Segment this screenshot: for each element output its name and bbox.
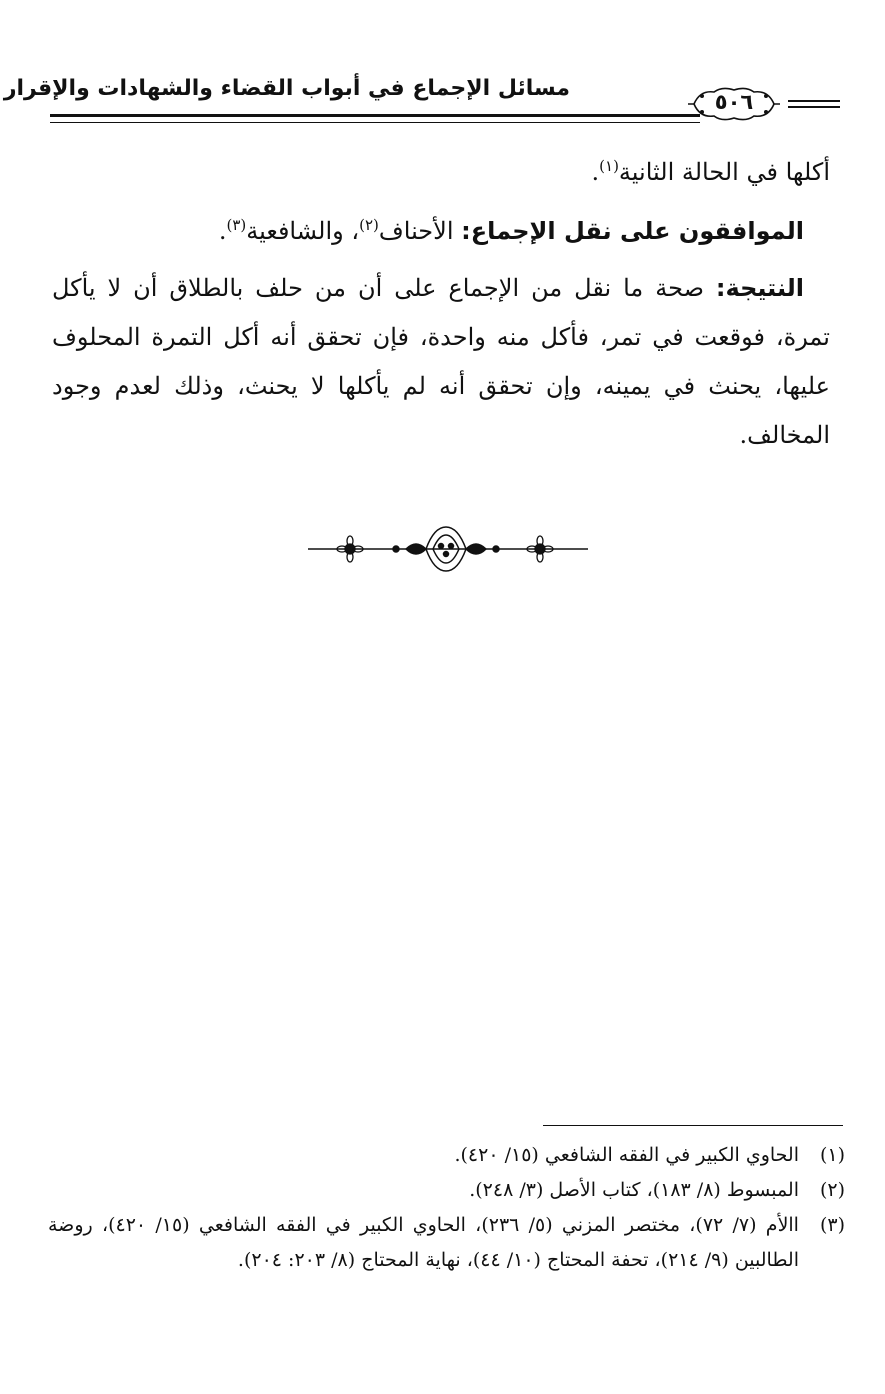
footnote-2 xyxy=(48,1173,845,1208)
header-double-rule-left xyxy=(50,114,700,123)
footnote-text: المبسوط (٨/ ١٨٣)، كتاب الأصل (٣/ ٢٤٨). xyxy=(469,1179,799,1201)
paragraph-agreeing xyxy=(52,207,830,256)
header-title: مسائل الإجماع في أبواب القضاء والشهادات والإقرار xyxy=(3,76,570,101)
footnote-text: االأم (٧/ ٧٢)، مختصر المزني (٥/ ٢٣٦)، الحاوي الكبير في الفقه الشافعي (١٥/ ٤٢٠)، روضة الطالبين (٩/ ٢١٤)، تحفة المحتاج (١٠/ ٤٤)، نهاية المحتاج (٨/ ٢٠٣: ٢٠٤). xyxy=(48,1214,799,1271)
continuation-text: أكلها في الحالة الثانية xyxy=(618,158,830,186)
section-divider-ornament-icon xyxy=(308,524,588,574)
paragraph-continuation xyxy=(52,148,830,197)
paragraph-result xyxy=(52,264,830,460)
footnote-text: الحاوي الكبير في الفقه الشافعي (١٥/ ٤٢٠). xyxy=(454,1144,799,1166)
footnote-1 xyxy=(48,1138,845,1173)
continuation-end: . xyxy=(591,158,600,186)
result-label: النتيجة: xyxy=(715,274,804,302)
footnote-3 xyxy=(48,1208,845,1278)
footnote-ref-2: (٢) xyxy=(359,216,379,234)
footnotes xyxy=(48,1138,845,1278)
footnote-number: (٢) xyxy=(819,1179,845,1201)
agreeing-label: الموافقون على نقل الإجماع: xyxy=(461,217,804,245)
footnote-number: (٣) xyxy=(819,1214,845,1236)
footnote-ref-1: (١) xyxy=(599,157,619,175)
running-header xyxy=(3,70,840,130)
agreeing-text-1: الأحناف xyxy=(378,217,462,245)
page-number-frame xyxy=(688,84,780,124)
footnote-ref-3: (٣) xyxy=(226,216,247,234)
main-text xyxy=(52,148,830,460)
agreeing-end: . xyxy=(218,217,227,245)
agreeing-text-2: ، والشافعية xyxy=(246,217,360,245)
footnote-separator xyxy=(543,1125,843,1126)
page-number: ٥٠٦ xyxy=(714,90,754,114)
footnote-number: (١) xyxy=(819,1144,845,1166)
result-text: صحة ما نقل من الإجماع على أن من حلف بالطلاق أن لا يأكل تمرة، فوقعت في تمر، فأكل منه واحدة، فإن تحقق أنه أكل التمرة المحلوف عليها، يحنث في يمينه، وإن تحقق أنه لم يأكلها لا يحنث، وذلك لعدم وجود المخالف. xyxy=(52,274,830,449)
header-double-rule-right xyxy=(788,100,840,108)
